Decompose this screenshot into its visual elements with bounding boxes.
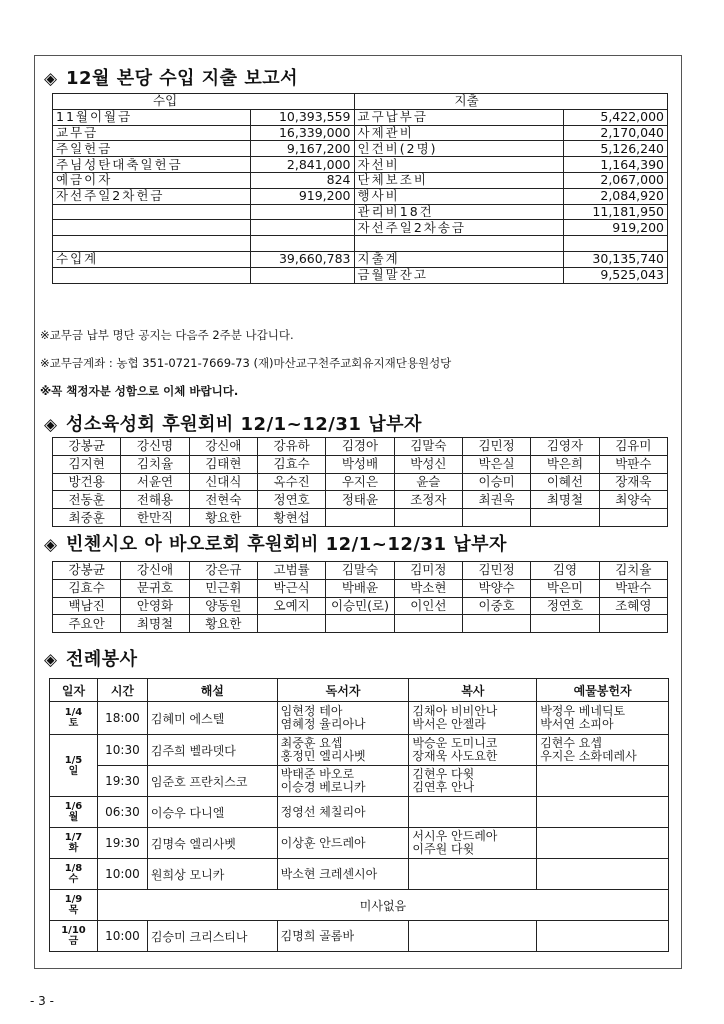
expense-label: 교구납부금 <box>354 109 564 125</box>
donor-name: 이승민(로) <box>326 597 394 615</box>
liturgy-row <box>50 735 669 766</box>
liturgy-time: 10:00 <box>97 921 147 952</box>
expense-label: 금월말잔고 <box>354 267 564 283</box>
names-row <box>53 509 668 527</box>
liturgy-row <box>50 766 669 797</box>
expense-header: 지출 <box>354 94 667 110</box>
col-commentary: 해설 <box>147 679 277 702</box>
donor-name: 강봉균 <box>53 562 121 580</box>
names-row <box>53 438 668 456</box>
donor-name: 백남진 <box>53 597 121 615</box>
donor-name: 정연호 <box>531 597 599 615</box>
col-offertory: 예물봉헌자 <box>537 679 669 702</box>
liturgy-server: 김현우 다윗 김연후 안나 <box>409 766 537 797</box>
youth-title: 성소육성회 후원회비 12/1~12/31 납부자 <box>66 414 422 435</box>
donor-name: 김효수 <box>53 579 121 597</box>
income-label <box>53 236 251 252</box>
donor-name: 이승미 <box>462 473 530 491</box>
note-account: ※교무금계좌 : 농협 351-0721-7669-73 (재)마산교구천주교회유지재단용원성당 <box>40 356 452 370</box>
finance-table <box>52 93 668 284</box>
donor-name <box>257 615 325 633</box>
expense-amount: 2,067,000 <box>564 172 668 188</box>
liturgy-server: 박승운 도미니코 장재욱 사도요한 <box>409 735 537 766</box>
income-amount: 39,660,783 <box>250 251 354 267</box>
expense-amount: 5,422,000 <box>564 109 668 125</box>
col-server: 복사 <box>409 679 537 702</box>
donor-name: 황요한 <box>189 615 257 633</box>
donor-name: 최중훈 <box>53 509 121 527</box>
names-row <box>53 562 668 580</box>
donor-name <box>462 509 530 527</box>
donor-name: 박소현 <box>394 579 462 597</box>
liturgy-offertory: 김현수 요셉 우지은 소화데레사 <box>537 735 669 766</box>
col-date: 일자 <box>50 679 98 702</box>
donor-name: 김효수 <box>257 455 325 473</box>
donor-name: 이인선 <box>394 597 462 615</box>
note-transfer: ※꼭 책정자분 성함으로 이체 바랍니다. <box>40 384 239 398</box>
income-label: 주일헌금 <box>53 141 251 157</box>
expense-label: 사제관비 <box>354 125 564 141</box>
liturgy-time: 19:30 <box>97 766 147 797</box>
donor-name: 전현숙 <box>189 491 257 509</box>
donor-name: 이혜선 <box>531 473 599 491</box>
liturgy-table <box>49 678 669 952</box>
donor-name: 김치율 <box>121 455 189 473</box>
names-row <box>53 473 668 491</box>
income-amount <box>250 220 354 236</box>
donor-name: 박성배 <box>326 455 394 473</box>
income-label <box>53 204 251 220</box>
donor-name: 강신명 <box>121 438 189 456</box>
names-row <box>53 579 668 597</box>
liturgy-commentary: 임준호 프란치스코 <box>147 766 277 797</box>
donor-name: 방건용 <box>53 473 121 491</box>
donor-name: 박양수 <box>462 579 530 597</box>
donor-name: 김지현 <box>53 455 121 473</box>
col-time: 시간 <box>97 679 147 702</box>
liturgy-time: 06:30 <box>97 797 147 828</box>
expense-label <box>354 236 564 252</box>
donor-name: 박은미 <box>531 579 599 597</box>
donor-name: 김영 <box>531 562 599 580</box>
donor-name: 김경아 <box>326 438 394 456</box>
donor-name: 안영화 <box>121 597 189 615</box>
liturgy-row <box>50 797 669 828</box>
donor-name: 조혜영 <box>599 597 667 615</box>
liturgy-offertory <box>537 828 669 859</box>
expense-amount: 919,200 <box>564 220 668 236</box>
liturgy-date: 1/4 토 <box>50 702 98 735</box>
liturgy-row <box>50 890 669 921</box>
expense-label: 인건비(2명) <box>354 141 564 157</box>
finance-row <box>53 251 668 267</box>
donor-name: 서윤연 <box>121 473 189 491</box>
donor-name: 김미정 <box>394 562 462 580</box>
donor-name: 최권욱 <box>462 491 530 509</box>
donor-name: 조정자 <box>394 491 462 509</box>
donor-name: 이중호 <box>462 597 530 615</box>
finance-row <box>53 157 668 173</box>
expense-amount: 2,084,920 <box>564 188 668 204</box>
donor-name: 박은실 <box>462 455 530 473</box>
donor-name: 황요한 <box>189 509 257 527</box>
expense-label: 지출계 <box>354 251 564 267</box>
donor-name: 김치율 <box>599 562 667 580</box>
donor-name <box>326 509 394 527</box>
expense-amount: 9,525,043 <box>564 267 668 283</box>
donor-name: 고범률 <box>257 562 325 580</box>
income-header: 수입 <box>53 94 355 110</box>
liturgy-offertory <box>537 766 669 797</box>
finance-row <box>53 109 668 125</box>
donor-name: 신대식 <box>189 473 257 491</box>
donor-name: 우지은 <box>326 473 394 491</box>
income-label <box>53 220 251 236</box>
liturgy-time: 19:30 <box>97 828 147 859</box>
liturgy-date: 1/6 월 <box>50 797 98 828</box>
liturgy-lector: 정영선 체칠리아 <box>277 797 409 828</box>
finance-row <box>53 125 668 141</box>
expense-amount: 1,164,390 <box>564 157 668 173</box>
liturgy-server: 김채아 비비안나 박서은 안젤라 <box>409 702 537 735</box>
income-amount: 2,841,000 <box>250 157 354 173</box>
finance-row <box>53 204 668 220</box>
youth-heading <box>44 410 422 436</box>
donor-name: 전동훈 <box>53 491 121 509</box>
expense-label: 관리비18건 <box>354 204 564 220</box>
liturgy-lector: 이상훈 안드레아 <box>277 828 409 859</box>
donor-name: 옥수진 <box>257 473 325 491</box>
donor-name: 문귀호 <box>121 579 189 597</box>
donor-name: 김민정 <box>462 438 530 456</box>
expense-amount: 30,135,740 <box>564 251 668 267</box>
no-mass-note: 미사없음 <box>97 890 668 921</box>
page-number: - 3 - <box>30 994 54 1008</box>
finance-row <box>53 172 668 188</box>
income-label: 11월이월금 <box>53 109 251 125</box>
finance-row <box>53 141 668 157</box>
finance-row <box>53 220 668 236</box>
liturgy-lector: 김명희 골롬바 <box>277 921 409 952</box>
donor-name: 민근휘 <box>189 579 257 597</box>
income-label: 교무금 <box>53 125 251 141</box>
donor-name: 최명철 <box>121 615 189 633</box>
income-label <box>53 267 251 283</box>
liturgy-row <box>50 921 669 952</box>
donor-name: 최명철 <box>531 491 599 509</box>
income-amount <box>250 267 354 283</box>
donor-name: 한만직 <box>121 509 189 527</box>
liturgy-server <box>409 921 537 952</box>
donor-name: 강유하 <box>257 438 325 456</box>
donor-name: 윤슬 <box>394 473 462 491</box>
expense-amount: 11,181,950 <box>564 204 668 220</box>
donor-name: 김말숙 <box>394 438 462 456</box>
liturgy-row <box>50 859 669 890</box>
report-heading <box>44 64 298 90</box>
expense-label: 자선비 <box>354 157 564 173</box>
donor-name: 박근식 <box>257 579 325 597</box>
expense-label: 자선주일2차송금 <box>354 220 564 236</box>
donor-name: 정태윤 <box>326 491 394 509</box>
donor-name: 김유미 <box>599 438 667 456</box>
diamond-icon: ◈ <box>44 69 58 89</box>
diamond-icon: ◈ <box>44 535 58 555</box>
liturgy-server: 서시우 안드레아 이주원 다윗 <box>409 828 537 859</box>
donor-name: 김영자 <box>531 438 599 456</box>
liturgy-lector: 임현정 테아 염혜정 율리아나 <box>277 702 409 735</box>
vincent-names-table <box>52 561 668 633</box>
income-label: 예금이자 <box>53 172 251 188</box>
donor-name: 박판수 <box>599 579 667 597</box>
liturgy-heading <box>44 645 138 671</box>
liturgy-time: 10:00 <box>97 859 147 890</box>
donor-name: 황현섭 <box>257 509 325 527</box>
donor-name: 강신애 <box>121 562 189 580</box>
donor-name <box>531 509 599 527</box>
youth-names-table <box>52 437 668 527</box>
diamond-icon: ◈ <box>44 650 58 670</box>
liturgy-offertory <box>537 797 669 828</box>
donor-name <box>599 615 667 633</box>
income-amount: 16,339,000 <box>250 125 354 141</box>
donor-name <box>462 615 530 633</box>
finance-row <box>53 236 668 252</box>
liturgy-commentary: 김주희 벨라뎃다 <box>147 735 277 766</box>
liturgy-date: 1/10 금 <box>50 921 98 952</box>
donor-name: 김태현 <box>189 455 257 473</box>
donor-name <box>394 509 462 527</box>
names-row <box>53 615 668 633</box>
liturgy-server <box>409 859 537 890</box>
names-row <box>53 597 668 615</box>
income-label: 주님성탄대축일헌금 <box>53 157 251 173</box>
liturgy-offertory <box>537 859 669 890</box>
liturgy-row <box>50 828 669 859</box>
expense-label: 단체보조비 <box>354 172 564 188</box>
donor-name: 최양숙 <box>599 491 667 509</box>
donor-name: 오예지 <box>257 597 325 615</box>
donor-name: 박배윤 <box>326 579 394 597</box>
income-label: 자선주일2차헌금 <box>53 188 251 204</box>
report-title: 12월 본당 수입 지출 보고서 <box>66 68 298 89</box>
liturgy-commentary: 김명숙 엘리사벳 <box>147 828 277 859</box>
donor-name: 정연호 <box>257 491 325 509</box>
donor-name: 박은희 <box>531 455 599 473</box>
liturgy-date: 1/9 목 <box>50 890 98 921</box>
donor-name: 전해용 <box>121 491 189 509</box>
donor-name: 강신애 <box>189 438 257 456</box>
income-amount: 9,167,200 <box>250 141 354 157</box>
finance-row <box>53 267 668 283</box>
donor-name: 박판수 <box>599 455 667 473</box>
donor-name: 박성신 <box>394 455 462 473</box>
vincent-heading <box>44 530 507 556</box>
liturgy-offertory <box>537 921 669 952</box>
liturgy-commentary: 김혜미 에스텔 <box>147 702 277 735</box>
liturgy-date: 1/7 화 <box>50 828 98 859</box>
donor-name: 주요안 <box>53 615 121 633</box>
liturgy-lector: 박소현 크레센시아 <box>277 859 409 890</box>
income-label: 수입계 <box>53 251 251 267</box>
donor-name <box>326 615 394 633</box>
donor-name <box>599 509 667 527</box>
col-lector: 독서자 <box>277 679 409 702</box>
liturgy-title: 전례봉사 <box>66 649 138 670</box>
liturgy-time: 18:00 <box>97 702 147 735</box>
expense-amount: 2,170,040 <box>564 125 668 141</box>
liturgy-server <box>409 797 537 828</box>
expense-amount: 5,126,240 <box>564 141 668 157</box>
donor-name: 강봉균 <box>53 438 121 456</box>
income-amount: 824 <box>250 172 354 188</box>
income-amount <box>250 236 354 252</box>
liturgy-time: 10:30 <box>97 735 147 766</box>
donor-name <box>394 615 462 633</box>
donor-name: 김민정 <box>462 562 530 580</box>
liturgy-commentary: 김승미 크리스티나 <box>147 921 277 952</box>
vincent-title: 빈첸시오 아 바오로회 후원회비 12/1~12/31 납부자 <box>66 534 507 555</box>
liturgy-date: 1/8 수 <box>50 859 98 890</box>
donor-name <box>531 615 599 633</box>
liturgy-date: 1/5 일 <box>50 735 98 797</box>
liturgy-offertory: 박정우 베네딕토 박서연 소피아 <box>537 702 669 735</box>
names-row <box>53 491 668 509</box>
donor-name: 김말숙 <box>326 562 394 580</box>
diamond-icon: ◈ <box>44 415 58 435</box>
note-notice: ※교무금 납부 명단 공지는 다음주 2주분 나갑니다. <box>40 328 294 342</box>
expense-label: 행사비 <box>354 188 564 204</box>
donor-name: 양동원 <box>189 597 257 615</box>
liturgy-commentary: 이승우 다니엘 <box>147 797 277 828</box>
expense-amount <box>564 236 668 252</box>
income-amount: 919,200 <box>250 188 354 204</box>
donor-name: 강은규 <box>189 562 257 580</box>
income-amount: 10,393,559 <box>250 109 354 125</box>
liturgy-lector: 최중훈 요셉 홍정민 엘리사벳 <box>277 735 409 766</box>
liturgy-commentary: 원희상 모니카 <box>147 859 277 890</box>
liturgy-lector: 박태준 바오로 이승경 베로니카 <box>277 766 409 797</box>
income-amount <box>250 204 354 220</box>
donor-name: 장재욱 <box>599 473 667 491</box>
finance-row <box>53 188 668 204</box>
liturgy-row <box>50 702 669 735</box>
names-row <box>53 455 668 473</box>
